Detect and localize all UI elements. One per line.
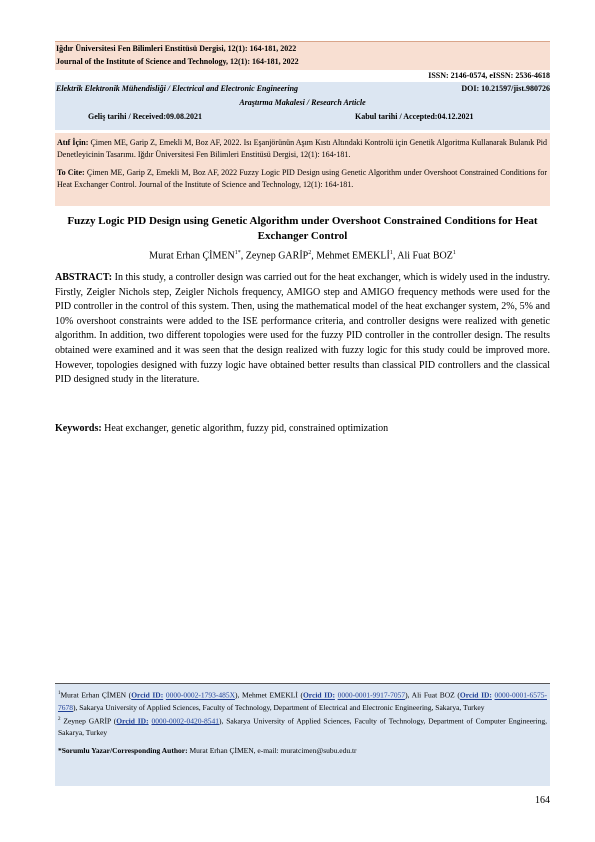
author-affil: 1 [452, 250, 456, 256]
author-name: Murat Erhan ÇİMEN [149, 250, 235, 262]
department: Elektrik Elektronik Mühendisliği / Electrical and Electronic Engineering [56, 84, 299, 93]
abstract-text: In this study, a controller design was carried out for the heat exchanger, which is widely used in the industry. Firstly, Zeigler Nichols step, Zeigler Nichols frequency, AMIGO step and AMIGO frequency methods were used for the PID controller in the control of this system. Then, using the mathematical model of the heat exchanger system, 2%, 5% and 10% overshoot constraints were added to the ISE performance criteria, and controller designs were realized with genetic algorithm. In addition, two different topologies were used for the fuzzy PID controller in the controller design. The results obtained were examined and it was seen that the design realized with fuzzy logic for this study could be improved more. However, topologies designed with fuzzy logic have obtained better results than classical PID controllers and the classical PID designed study in the literature. [55, 272, 551, 386]
corresponding-author [58, 745, 547, 757]
author-name: Mehmet EMEKLİ [316, 250, 390, 262]
journal-header [55, 41, 550, 70]
doi[interactable]: DOI: 10.21597/jist.980726 [461, 84, 550, 93]
orcid-label: Orcid ID: [131, 690, 164, 700]
article-info-box [55, 82, 550, 130]
paper-title: Fuzzy Logic PID Design using Genetic Algorithm under Overshoot Constrained Conditions for Heat Exchanger Control [67, 215, 538, 242]
author-affil: 1* [234, 250, 241, 256]
footnote-affiliation: ), Sakarya University of Applied Sciences, Faculty of Technology, Department of Electrical and Electronic Engineering, Sakarya, Turkey [73, 702, 485, 712]
orcid-link[interactable]: 0000-0002-0420-8541 [151, 716, 219, 725]
orcid-label: Orcid ID: [116, 716, 149, 725]
abstract-label: ABSTRACT: [55, 272, 113, 283]
keywords-text: Heat exchanger, genetic algorithm, fuzzy pid, constrained optimization [104, 423, 389, 434]
orcid-link[interactable]: 0000-0001-6575-7678 [58, 690, 547, 712]
journal-title-tr: Iğdır Üniversitesi Fen Bilimleri Enstitüsü Dergisi, 12(1): 164-181, 2022 [56, 44, 297, 53]
corresponding-text: Murat Erhan ÇİMEN, e-mail: muratcimen@subu.edu.tr [189, 746, 357, 755]
citation-tr-text: Çimen ME, Garip Z, Emekli M, Boz AF, 2022. Isı Eşanjörünün Aşım Kıstı Altındaki Kontrolü için Genetik Algoritma Kullanarak Bulanık Pid Denetleyicinin Tasarımı. Iğdır Üniversitesi Fen Bilimleri Enstitüsü Dergisi, 12(1): 164-181. [57, 138, 548, 159]
issn-line: ISSN: 2146-0574, eISSN: 2536-4618 [428, 71, 550, 80]
journal-title-en: Journal of the Institute of Science and Technology, 12(1): 164-181, 2022 [56, 57, 299, 66]
citation-en-label: To Cite: [57, 168, 85, 177]
accepted-date: Kabul tarihi / Accepted:04.12.2021 [355, 112, 474, 121]
author-affil: 2 [308, 250, 312, 256]
received-date: Geliş tarihi / Received:09.08.2021 [88, 112, 202, 121]
footnote-affiliation: ), Sakarya University of Applied Sciences, Faculty of Technology, Department of Computer Engineering, Sakarya, Turkey [58, 716, 548, 737]
footnotes-box [55, 683, 550, 786]
footnote-marker: 1 [58, 691, 61, 696]
footnote-text: Murat Erhan ÇİMEN ( [60, 690, 132, 700]
orcid-label: Orcid ID: [302, 690, 336, 700]
page-number: 164 [535, 795, 550, 806]
footnote-text: ), Ali Fuat BOZ ( [405, 690, 460, 700]
citation-tr [57, 137, 547, 160]
orcid-label: Orcid ID: [459, 690, 492, 700]
citation-en [57, 167, 547, 190]
author-affil: 1 [389, 250, 393, 256]
author-name: Ali Fuat BOZ [397, 250, 453, 262]
citation-tr-label: Atıf İçin: [57, 138, 89, 147]
citation-en-text: Çimen ME, Garip Z, Emekli M, Boz AF, 2022 Fuzzy Logic PID Design using Genetic Algorithm under Overshoot Constrained Conditions for Heat Exchanger Control. Journal of the Institute of Science and Technology, 12(1): 164-181. [57, 168, 548, 189]
keywords [55, 423, 550, 434]
footnote-marker: 2 [58, 716, 61, 722]
footnote-text: ), Mehmet EMEKLİ ( [235, 690, 303, 700]
citation-box [55, 133, 550, 206]
abstract [55, 271, 550, 388]
article-type: Araştırma Makalesi / Research Article [239, 98, 366, 107]
keywords-label: Keywords: [55, 423, 102, 434]
orcid-link[interactable]: 0000-0002-1793-485X [165, 690, 235, 700]
orcid-link[interactable]: 0000-0001-9917-7057 [337, 690, 406, 700]
author-name: Zeynep GARİP [245, 250, 309, 262]
corresponding-label: *Sorumlu Yazar/Corresponding Author: [58, 746, 188, 755]
footnote-1 [58, 688, 547, 714]
author-list: Murat Erhan $ÇİMEN^{1*}$, Zeynep GARİP$^2$, Mehmet EMEKLİ$^1$, Ali Fuat BOZ$^1$ [149, 250, 456, 262]
footnote-text: Zeynep GARİP ( [63, 716, 117, 725]
footnote-2 [58, 714, 547, 740]
